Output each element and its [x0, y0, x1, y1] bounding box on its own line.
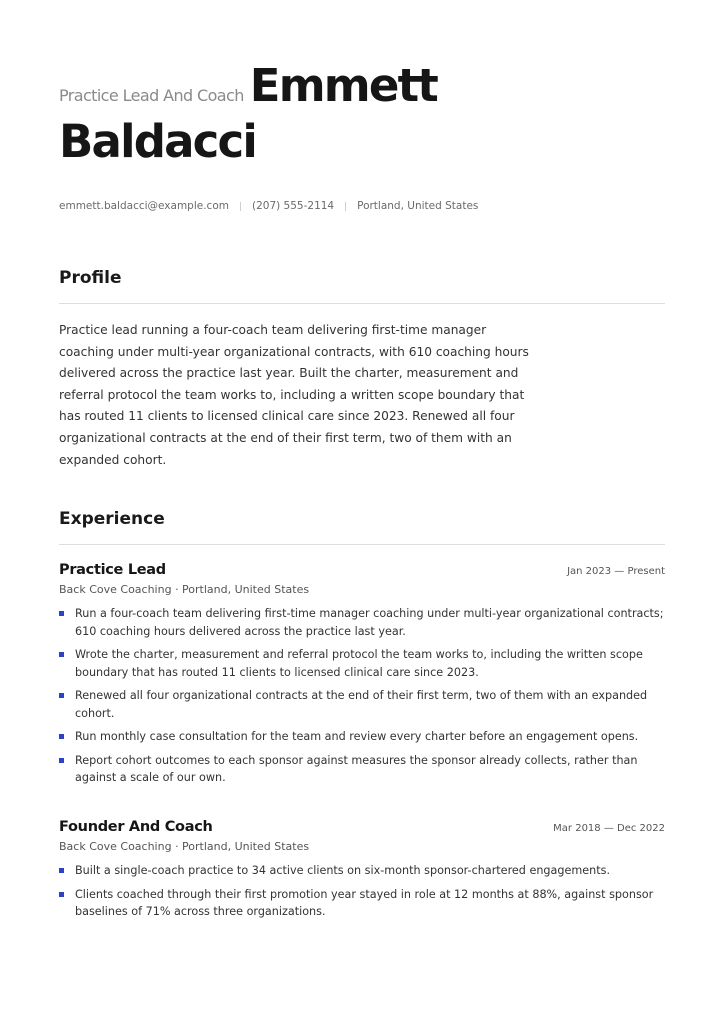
job-header	[59, 562, 665, 578]
job-role: Practice Lead And Coach	[59, 86, 244, 105]
bullet-item	[59, 687, 665, 722]
bullet-text: Run a four-coach team delivering first-time manager coaching under multi-year organizational contracts; 610 coaching hours delivered across the practice last year.	[75, 607, 664, 638]
bullet-item	[59, 862, 665, 880]
bullet-item	[59, 646, 665, 681]
square-bullet-icon	[59, 693, 64, 698]
contact-location: Portland, United States	[357, 200, 479, 212]
bullet-text: Renewed all four organizational contracts at the end of their first term, two of them with an expanded cohort.	[75, 689, 648, 720]
first-name: Emmett	[249, 59, 438, 112]
job-entry	[59, 819, 665, 927]
bullet-text: Clients coached through their first promotion year stayed in role at 12 months at 88%, against sponsor baselines of 71% across three organizations.	[75, 887, 654, 918]
bullet-text: Report cohort outcomes to each sponsor against measures the sponsor already collects, rather than against a scale of our own.	[75, 753, 638, 784]
job-company: Back Cove Coaching · Portland, United States	[59, 840, 310, 853]
job-bullets	[59, 862, 665, 921]
bullet-item	[59, 728, 665, 746]
bullet-item	[59, 886, 665, 921]
title-line	[59, 60, 679, 122]
square-bullet-icon	[59, 611, 64, 616]
job-company: Back Cove Coaching · Portland, United States	[59, 583, 310, 596]
job-entry	[59, 562, 665, 793]
square-bullet-icon	[59, 758, 64, 763]
experience-divider	[59, 544, 665, 545]
job-title: Practice Lead	[59, 562, 166, 578]
last-name: Baldacci	[59, 115, 257, 168]
square-bullet-icon	[59, 652, 64, 657]
experience-heading: Experience	[59, 509, 165, 529]
bullet-text: Run monthly case consultation for the team and review every charter before an engagement opens.	[75, 730, 639, 743]
resume-header	[59, 60, 679, 166]
job-bullets	[59, 605, 665, 787]
job-dates: Jan 2023 — Present	[567, 566, 665, 577]
bullet-text: Built a single-coach practice to 34 active clients on six-month sponsor-chartered engagements.	[75, 864, 611, 877]
bullet-item	[59, 605, 665, 640]
square-bullet-icon	[59, 734, 64, 739]
contact-email[interactable]: emmett.baldacci@example.com	[59, 200, 229, 212]
contact-divider	[345, 202, 346, 211]
profile-heading: Profile	[59, 268, 122, 288]
profile-text: Practice lead running a four-coach team delivering first-time manager coaching under multi-year organizational contracts, with 610 coaching hours delivered across the practice last year. Built the charter, measurement and referral protocol the team works to, including a written scope boundary that has routed 11 clients to licensed clinical care since 2023. Renewed all four organizational contracts at the end of their first term, two of them with an expanded cohort.	[59, 323, 529, 467]
contact-phone[interactable]: (207) 555-2114	[251, 200, 335, 212]
bullet-item	[59, 752, 665, 787]
square-bullet-icon	[59, 868, 64, 873]
profile-divider	[59, 303, 665, 304]
square-bullet-icon	[59, 892, 64, 897]
job-header	[59, 819, 665, 835]
bullet-text: Wrote the charter, measurement and referral protocol the team works to, including the written scope boundary that has routed 11 clients to licensed clinical care since 2023.	[75, 648, 643, 679]
job-dates: Mar 2018 — Dec 2022	[553, 823, 665, 834]
job-title: Founder And Coach	[59, 819, 213, 835]
contact-line	[59, 200, 478, 212]
contact-divider	[240, 202, 241, 211]
